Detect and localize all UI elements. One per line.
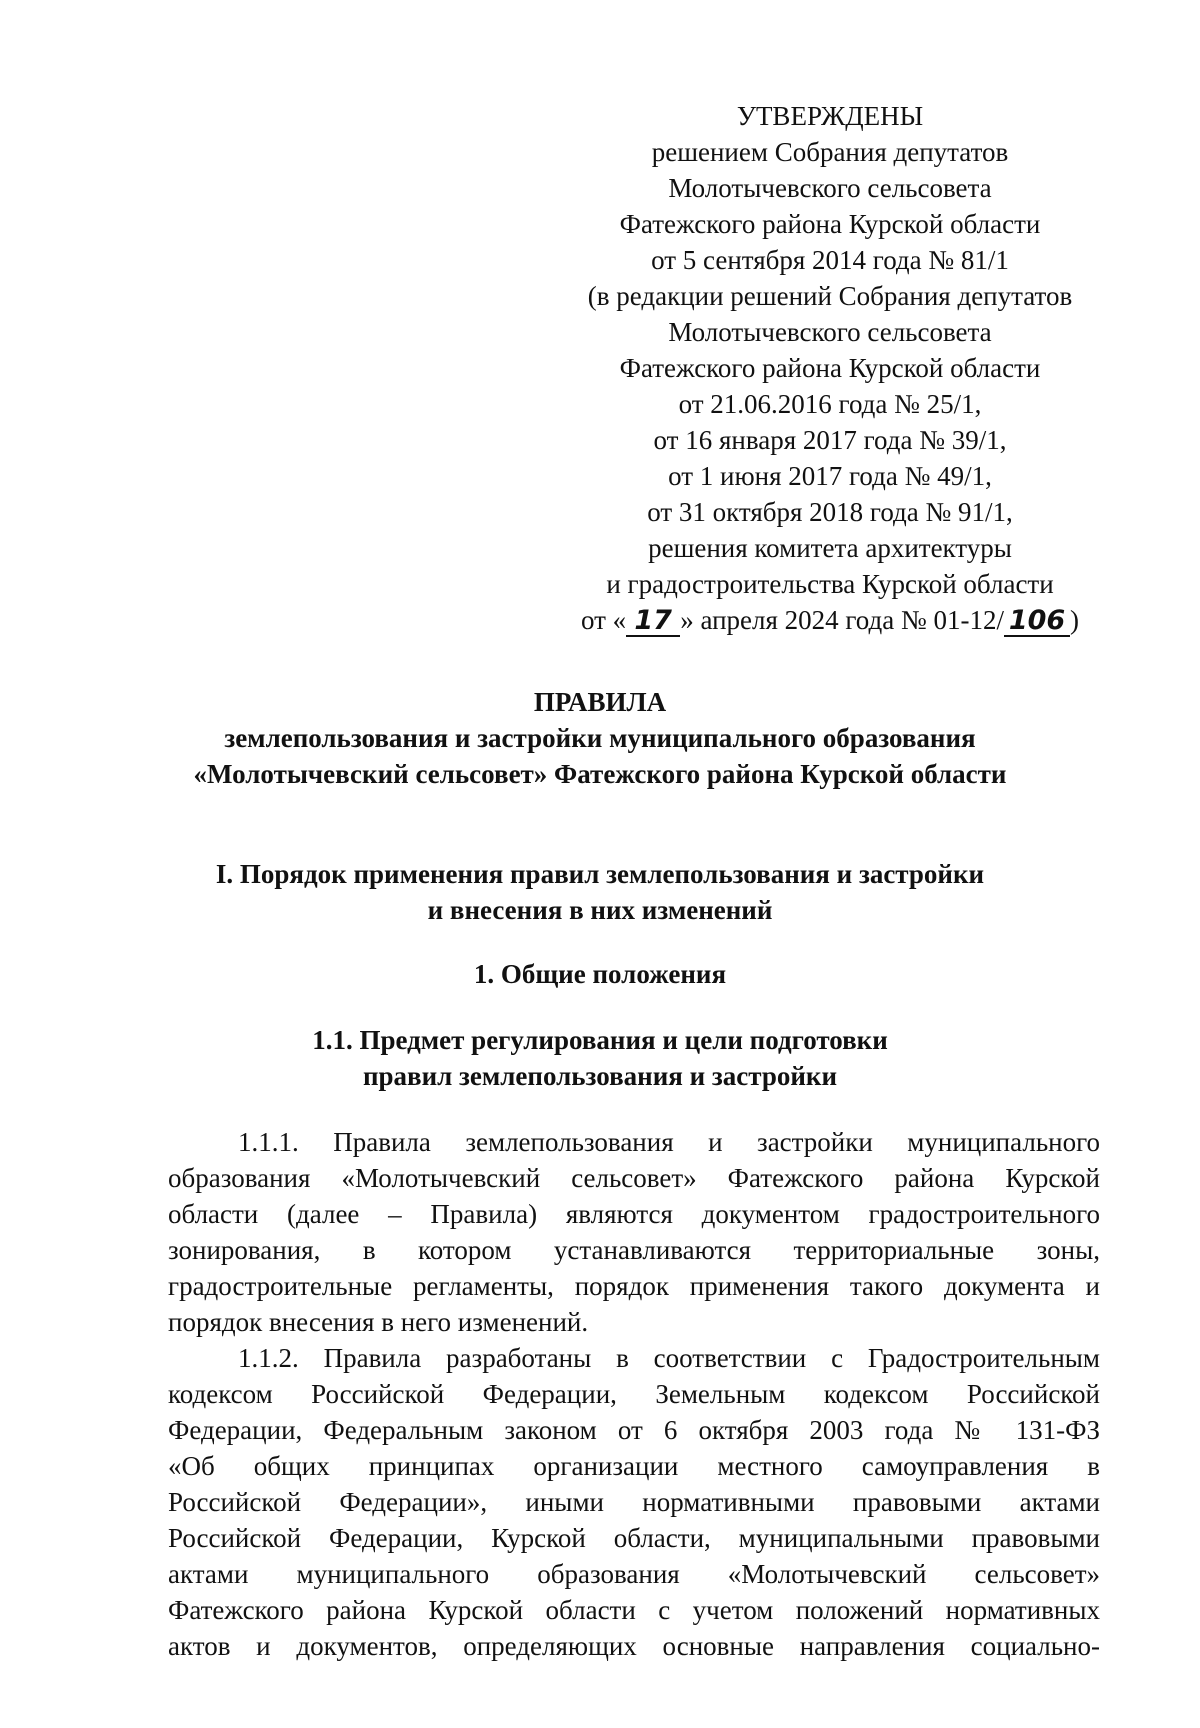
- approval-line: Молотычевского сельсовета: [668, 173, 992, 203]
- subsection-heading: [100, 1022, 1100, 1094]
- title-line: землепользования и застройки муниципального образования: [224, 723, 976, 753]
- paragraph-line: Российской Федерации, Курской области, муниципальными правовыми: [168, 1523, 1100, 1553]
- paragraph-line: 1.1.1. Правила землепользования и застройки муниципального: [238, 1127, 1100, 1157]
- document-title: [100, 684, 1100, 792]
- paragraph-line: образования «Молотычевский сельсовет» Фатежского района Курской: [168, 1163, 1100, 1193]
- section-heading-line: I. Порядок применения правил землепользования и застройки: [215, 859, 985, 889]
- section-heading: [100, 856, 1100, 928]
- approval-line: от 16 января 2017 года № 39/1,: [653, 425, 1007, 455]
- approval-line: от 5 сентября 2014 года № 81/1: [651, 245, 1009, 275]
- paragraph-line: Российской Федерации», иными нормативными правовыми актами: [168, 1487, 1100, 1517]
- handwritten-number: 106: [1004, 607, 1070, 637]
- approval-line: УТВЕРЖДЕНЫ: [736, 101, 924, 131]
- title-line: «Молотычевский сельсовет» Фатежского района Курской области: [193, 759, 1007, 789]
- approval-line: (в редакции решений Собрания депутатов: [587, 281, 1073, 311]
- body-text: [168, 1124, 1100, 1664]
- chapter-heading-line: 1. Общие положения: [473, 959, 727, 989]
- paragraph-line: Федерации, Федеральным законом от 6 октября 2003 года № 131-ФЗ: [168, 1415, 1100, 1445]
- section-heading-line: и внесения в них изменений: [427, 895, 773, 925]
- approval-date-middle: » апреля 2024 года № 01-12/: [680, 605, 1004, 635]
- approval-line: Фатежского района Курской области: [619, 353, 1041, 383]
- paragraph: [168, 1124, 1100, 1340]
- paragraph-line: 1.1.2. Правила разработаны в соответствии с Градостроительным: [238, 1343, 1100, 1373]
- approval-line: решением Собрания депутатов: [651, 137, 1009, 167]
- approval-last-line: [570, 602, 1090, 638]
- approval-block: [570, 98, 1090, 638]
- approval-date-suffix: ): [1070, 605, 1079, 635]
- approval-line: Фатежского района Курской области: [619, 209, 1041, 239]
- subsection-heading-line: правил землепользования и застройки: [362, 1061, 838, 1091]
- approval-line: решения комитета архитектуры: [648, 533, 1012, 563]
- approval-line: от 21.06.2016 года № 25/1,: [678, 389, 982, 419]
- subsection-heading-line: 1.1. Предмет регулирования и цели подготовки: [312, 1025, 888, 1055]
- approval-line: от 31 октября 2018 года № 91/1,: [647, 497, 1013, 527]
- paragraph-line: актами муниципального образования «Молотычевский сельсовет»: [168, 1559, 1100, 1589]
- paragraph-line: Фатежского района Курской области с учетом положений нормативных: [168, 1595, 1100, 1625]
- chapter-heading: [100, 956, 1100, 992]
- paragraph-line: «Об общих принципах организации местного самоуправления в: [168, 1451, 1100, 1481]
- paragraph: [168, 1340, 1100, 1664]
- paragraph-line: зонирования, в котором устанавливаются территориальные зоны,: [168, 1235, 1100, 1265]
- paragraph-line: актов и документов, определяющих основные направления социально-: [168, 1631, 1100, 1661]
- approval-line: Молотычевского сельсовета: [668, 317, 992, 347]
- paragraph-line: градостроительные регламенты, порядок применения такого документа и: [168, 1271, 1100, 1301]
- approval-line: и градостроительства Курской области: [606, 569, 1054, 599]
- paragraph-line: области (далее – Правила) являются документом градостроительного: [168, 1199, 1100, 1229]
- paragraph-line: кодексом Российской Федерации, Земельным кодексом Российской: [168, 1379, 1100, 1409]
- paragraph-line: порядок внесения в него изменений.: [168, 1307, 589, 1337]
- handwritten-day: 17: [626, 607, 680, 637]
- title-heading: ПРАВИЛА: [533, 687, 667, 717]
- approval-date-prefix: от «: [580, 605, 627, 635]
- approval-line: от 1 июня 2017 года № 49/1,: [668, 461, 992, 491]
